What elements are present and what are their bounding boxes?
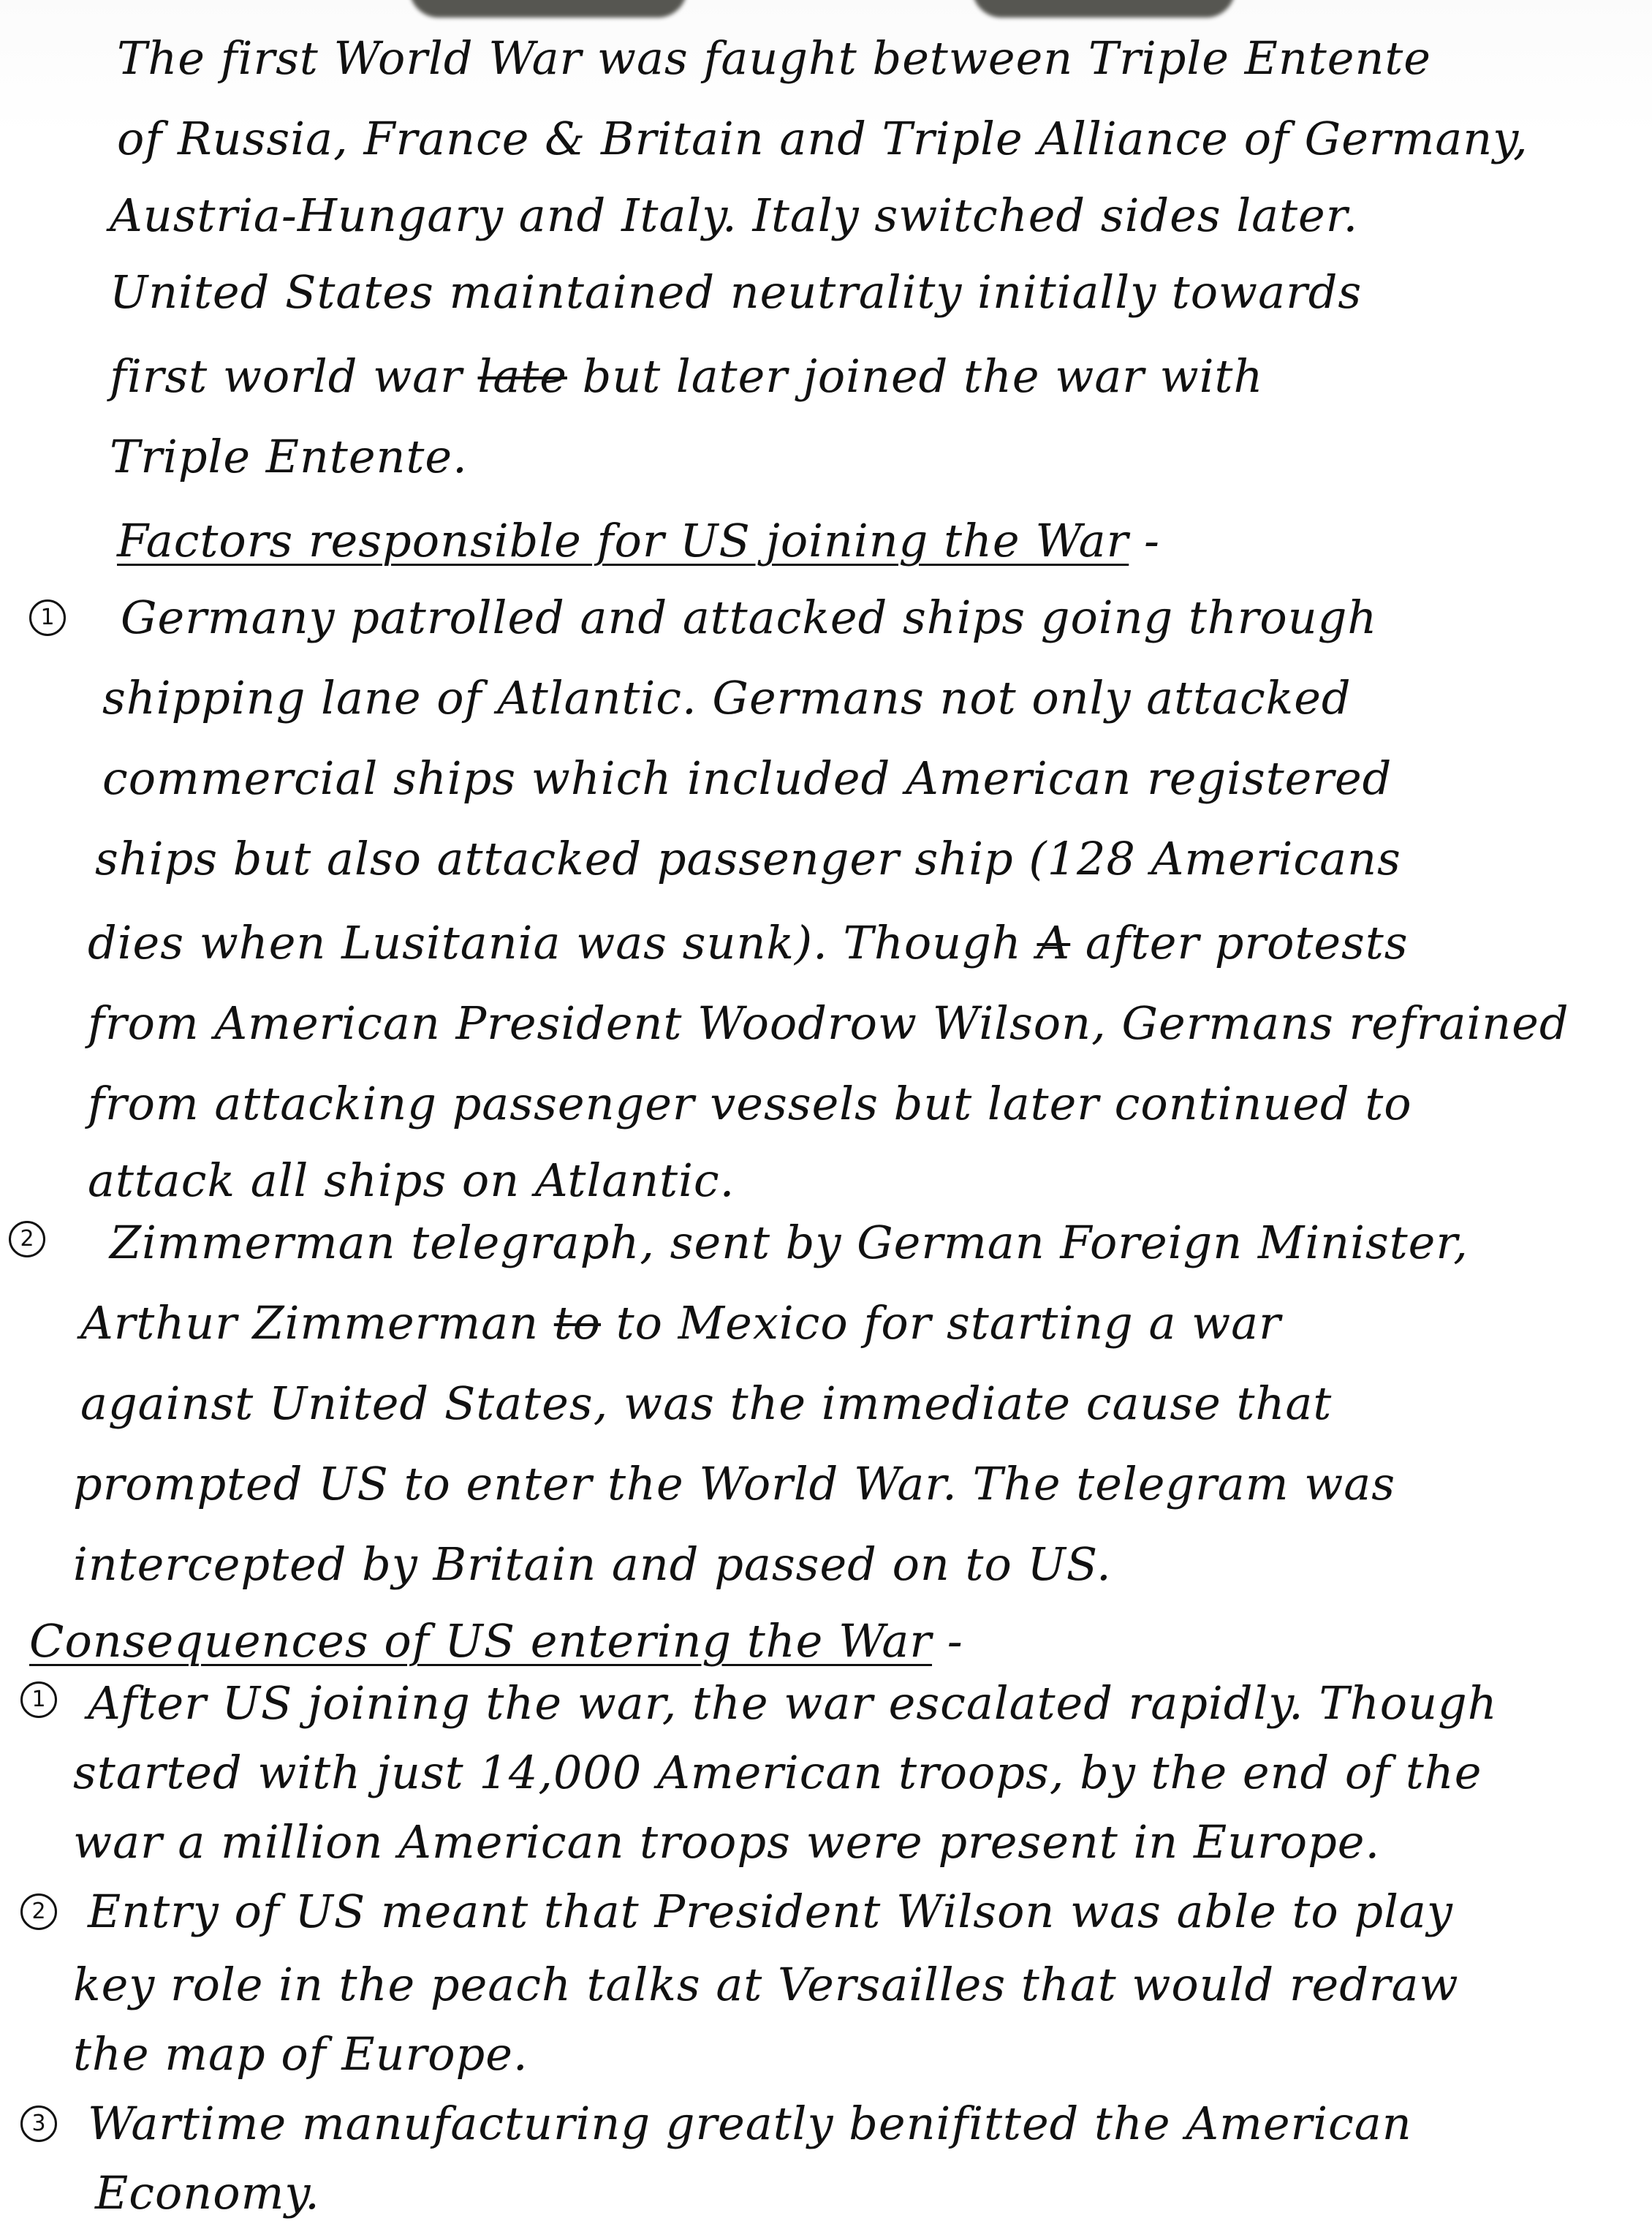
consequence-2-line-3: the map of Europe. — [73, 2027, 528, 2081]
consequence-2-line-2: key role in the peach talks at Versailles that would redraw — [73, 1958, 1459, 2011]
factor-1-line-2: shipping lane of Atlantic. Germans not only attacked — [102, 671, 1352, 724]
factor-2-line-3: against United States, was the immediate cause that — [80, 1377, 1333, 1430]
consequence-number-1: 1 — [20, 1681, 57, 1718]
consequence-1-line-1: After US joining the war, the war escalated rapidly. Though — [88, 1676, 1498, 1730]
factor-1-line-8: attack all ships on Atlantic. — [88, 1154, 735, 1207]
consequence-1-line-2: started with just 14,000 American troops, by the end of the — [73, 1746, 1482, 1799]
intro-line-5-rest: but later joined the war with — [582, 349, 1264, 403]
intro-line-3: Austria-Hungary and Italy. Italy switched sides later. — [110, 189, 1359, 242]
factor-number-2: 2 — [9, 1221, 45, 1257]
intro-line-5-start: first world war — [110, 349, 463, 403]
binder-clip-left — [409, 0, 687, 18]
factor-1-line-5 — [88, 914, 1409, 972]
factor-1-line-1: Germany patrolled and attacked ships going through — [121, 591, 1378, 644]
factor-2-line-1: Zimmerman telegraph, sent by German Foreign Minister, — [110, 1216, 1469, 1269]
factor-number-1: 1 — [29, 599, 66, 636]
binder-clip-right — [972, 0, 1235, 18]
factor-2-line-2 — [80, 1294, 1281, 1352]
factor-1-line-3: commercial ships which included American registered — [102, 752, 1393, 805]
factor-1-strikethrough: A — [1037, 916, 1071, 969]
consequence-1-line-3: war a million American troops were present in Europe. — [73, 1815, 1381, 1869]
factors-heading-tail: - — [1143, 514, 1160, 567]
consequences-heading-tail: - — [947, 1614, 963, 1668]
consequences-heading-text: Consequences of US entering the War — [29, 1614, 933, 1668]
consequences-heading — [29, 1612, 963, 1670]
factor-1-line-5-start: dies when Lusitania was sunk). Though — [88, 916, 1022, 969]
consequence-3-line-1: Wartime manufacturing greatly benifitted the American — [88, 2097, 1412, 2150]
factor-1-line-4: ships but also attacked passenger ship (128 Americans — [95, 832, 1401, 885]
factor-1-line-7: from attacking passenger vessels but later continued to — [88, 1077, 1412, 1130]
intro-line-1: The first World War was faught between Triple Entente — [117, 31, 1431, 85]
consequence-number-3: 3 — [20, 2105, 57, 2142]
consequence-2-line-1: Entry of US meant that President Wilson was able to play — [88, 1885, 1453, 1938]
consequence-3-line-2: Economy. — [95, 2166, 320, 2220]
factors-heading-text: Factors responsible for US joining the War — [117, 514, 1129, 567]
factor-2-line-2-rest: to Mexico for starting a war — [615, 1296, 1281, 1350]
factor-2-line-4: prompted US to enter the World War. The telegram was — [73, 1457, 1396, 1510]
factor-2-line-2-start: Arthur Zimmerman — [80, 1296, 539, 1350]
intro-line-2: of Russia, France & Britain and Triple Alliance of Germany, — [117, 112, 1528, 165]
intro-line-5 — [110, 347, 1263, 406]
factor-2-line-5: intercepted by Britain and passed on to US. — [73, 1537, 1112, 1591]
intro-line-4: United States maintained neutrality initially towards — [110, 265, 1363, 319]
factor-1-line-6: from American President Woodrow Wilson, Germans refrained — [88, 996, 1569, 1050]
factor-2-strikethrough: to — [553, 1296, 602, 1350]
intro-line-6: Triple Entente. — [110, 430, 468, 483]
intro-strikethrough: late — [477, 349, 567, 403]
factors-heading — [117, 512, 1160, 570]
factor-1-line-5-rest: after protests — [1085, 916, 1409, 969]
consequence-number-2: 2 — [20, 1893, 57, 1930]
